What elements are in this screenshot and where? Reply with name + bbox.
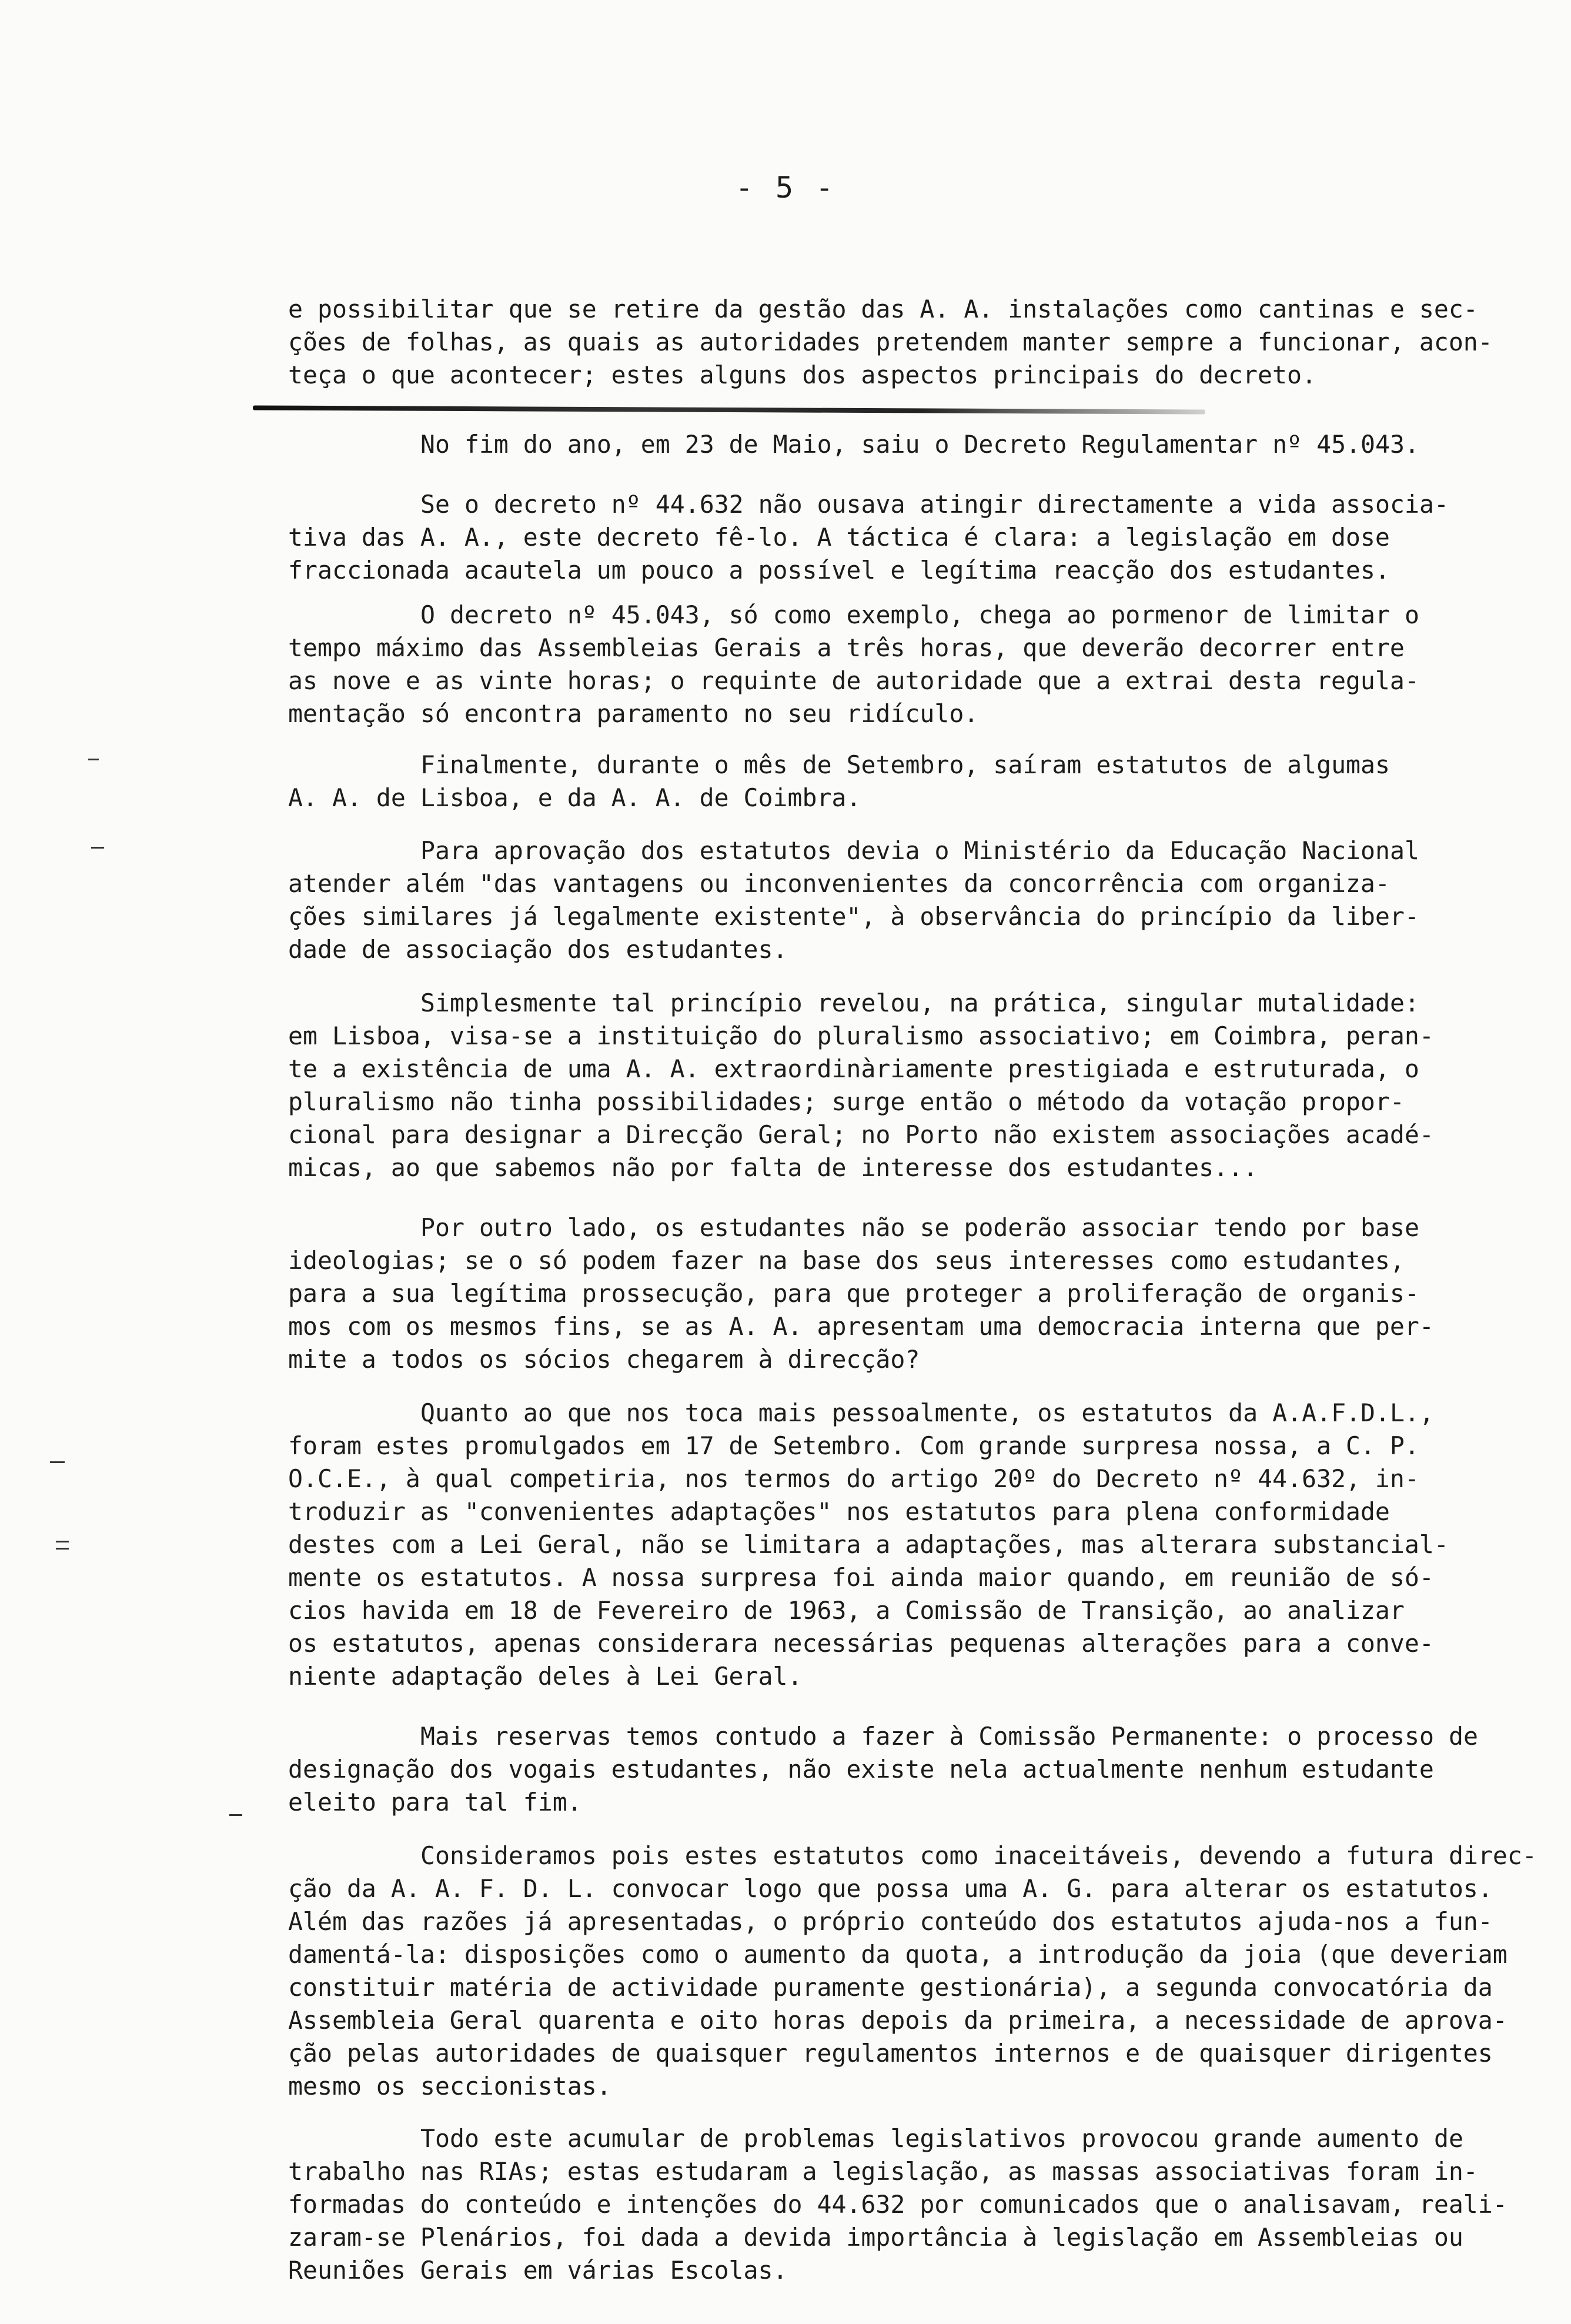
text-line: trabalho nas RIAs; estas estudaram a legislação, as massas associativas foram in-: [288, 2157, 1478, 2186]
text-line: Se o decreto nº 44.632 não ousava atingir directamente a vida associa-: [420, 490, 1449, 519]
text-line: niente adaptação deles à Lei Geral.: [288, 1662, 803, 1691]
text-line: mos com os mesmos fins, se as A. A. apresentam uma democracia interna que per-: [288, 1312, 1434, 1341]
text-line: em Lisboa, visa-se a instituição do pluralismo associativo; em Coimbra, peran-: [288, 1021, 1434, 1050]
text-line: Assembleia Geral quarenta e oito horas depois da primeira, a necessidade de aprova-: [288, 2006, 1508, 2035]
text-line: Finalmente, durante o mês de Setembro, saíram estatutos de algumas: [420, 750, 1390, 779]
text-line: formadas do conteúdo e intenções do 44.632 por comunicados que o analisavam, reali-: [288, 2190, 1508, 2219]
text-line: ção da A. A. F. D. L. convocar logo que possa uma A. G. para alterar os estatutos.: [288, 1874, 1493, 1903]
text-line: micas, ao que sabemos não por falta de interesse dos estudantes...: [288, 1153, 1258, 1182]
margin-mark: [56, 1541, 69, 1542]
text-line: ções de folhas, as quais as autoridades pretendem manter sempre a funcionar, acon-: [288, 328, 1493, 356]
text-line: dade de associação dos estudantes.: [288, 935, 788, 964]
margin-mark: [50, 1461, 65, 1463]
text-line: e possibilitar que se retire da gestão das A. A. instalações como cantinas e sec-: [288, 295, 1478, 323]
text-line: pluralismo não tinha possibilidades; surge então o método da votação propor-: [288, 1087, 1405, 1116]
text-line: mite a todos os sócios chegarem à direcção?: [288, 1345, 920, 1374]
text-line: mesmo os seccionistas.: [288, 2072, 611, 2101]
text-line: ção pelas autoridades de quaisquer regulamentos internos e de quaisquer dirigentes: [288, 2039, 1493, 2068]
text-line: Reuniões Gerais em várias Escolas.: [288, 2256, 788, 2285]
margin-mark: [229, 1814, 242, 1816]
text-line: eleito para tal fim.: [288, 1788, 582, 1817]
text-line: foram estes promulgados em 17 de Setembro. Com grande surpresa nossa, a C. P.: [288, 1431, 1419, 1460]
text-line: teça o que acontecer; estes alguns dos aspectos principais do decreto.: [288, 360, 1316, 389]
text-line: Todo este acumular de problemas legislativos provocou grande aumento de: [420, 2124, 1463, 2153]
text-line: No fim do ano, em 23 de Maio, saiu o Decreto Regulamentar nº 45.043.: [420, 430, 1419, 459]
text-line: troduzir as "convenientes adaptações" nos estatutos para plena conformidade: [288, 1497, 1390, 1526]
text-line: Para aprovação dos estatutos devia o Ministério da Educação Nacional: [420, 836, 1419, 865]
margin-mark: [88, 759, 99, 760]
text-line: para a sua legítima prossecução, para que proteger a proliferação de organis-: [288, 1279, 1419, 1308]
text-line: A. A. de Lisboa, e da A. A. de Coimbra.: [288, 783, 861, 812]
page-number: - 5 -: [735, 171, 836, 205]
text-line: damentá-la: disposições como o aumento da quota, a introdução da joia (que deveriam: [288, 1940, 1508, 1969]
text-line: Por outro lado, os estudantes não se poderão associar tendo por base: [420, 1213, 1419, 1242]
text-line: mentação só encontra paramento no seu ridículo.: [288, 699, 979, 728]
text-line: Mais reservas temos contudo a fazer à Comissão Permanente: o processo de: [420, 1722, 1478, 1751]
text-line: as nove e as vinte horas; o requinte de autoridade que a extrai desta regula-: [288, 666, 1419, 695]
text-line: Quanto ao que nos toca mais pessoalmente, os estatutos da A.A.F.D.L.,: [420, 1398, 1434, 1427]
text-line: O.C.E., à qual competiria, nos termos do artigo 20º do Decreto nº 44.632, in-: [288, 1464, 1419, 1493]
text-line: cional para designar a Direcção Geral; no Porto não existem associações acadé-: [288, 1120, 1434, 1149]
margin-mark: [91, 847, 104, 849]
text-line: constituir matéria de actividade puramente gestionária), a segunda convocatória da: [288, 1973, 1493, 2002]
text-line: tiva das A. A., este decreto fê-lo. A táctica é clara: a legislação em dose: [288, 523, 1390, 552]
text-line: Simplesmente tal princípio revelou, na prática, singular mutalidade:: [420, 989, 1419, 1017]
text-line: fraccionada acautela um pouco a possível e legítima reacção dos estudantes.: [288, 556, 1390, 585]
text-line: os estatutos, apenas considerara necessárias pequenas alterações para a conve-: [288, 1629, 1434, 1658]
text-line: mente os estatutos. A nossa surpresa foi ainda maior quando, em reunião de só-: [288, 1563, 1434, 1592]
text-line: Consideramos pois estes estatutos como inaceitáveis, devendo a futura direc-: [420, 1841, 1537, 1870]
text-line: Além das razões já apresentadas, o próprio conteúdo dos estatutos ajuda-nos a fun-: [288, 1907, 1493, 1936]
horizontal-rule: [253, 405, 1205, 414]
text-line: ideologias; se o só podem fazer na base dos seus interesses como estudantes,: [288, 1246, 1405, 1275]
text-line: cios havida em 18 de Fevereiro de 1963, a Comissão de Transição, ao analizar: [288, 1596, 1405, 1625]
text-line: O decreto nº 45.043, só como exemplo, chega ao pormenor de limitar o: [420, 600, 1419, 629]
text-line: designação dos vogais estudantes, não existe nela actualmente nenhum estudante: [288, 1755, 1434, 1784]
text-line: ções similares já legalmente existente", à observância do princípio da liber-: [288, 902, 1419, 931]
margin-mark: [56, 1548, 69, 1550]
text-line: atender além "das vantagens ou inconvenientes da concorrência com organiza-: [288, 869, 1390, 898]
text-line: destes com a Lei Geral, não se limitara a adaptações, mas alterara substancial-: [288, 1530, 1449, 1559]
text-line: tempo máximo das Assembleias Gerais a três horas, que deverão decorrer entre: [288, 633, 1405, 662]
text-line: zaram-se Plenários, foi dada a devida importância à legislação em Assembleias ou: [288, 2223, 1463, 2252]
text-line: te a existência de uma A. A. extraordinàriamente prestigiada e estruturada, o: [288, 1054, 1419, 1083]
